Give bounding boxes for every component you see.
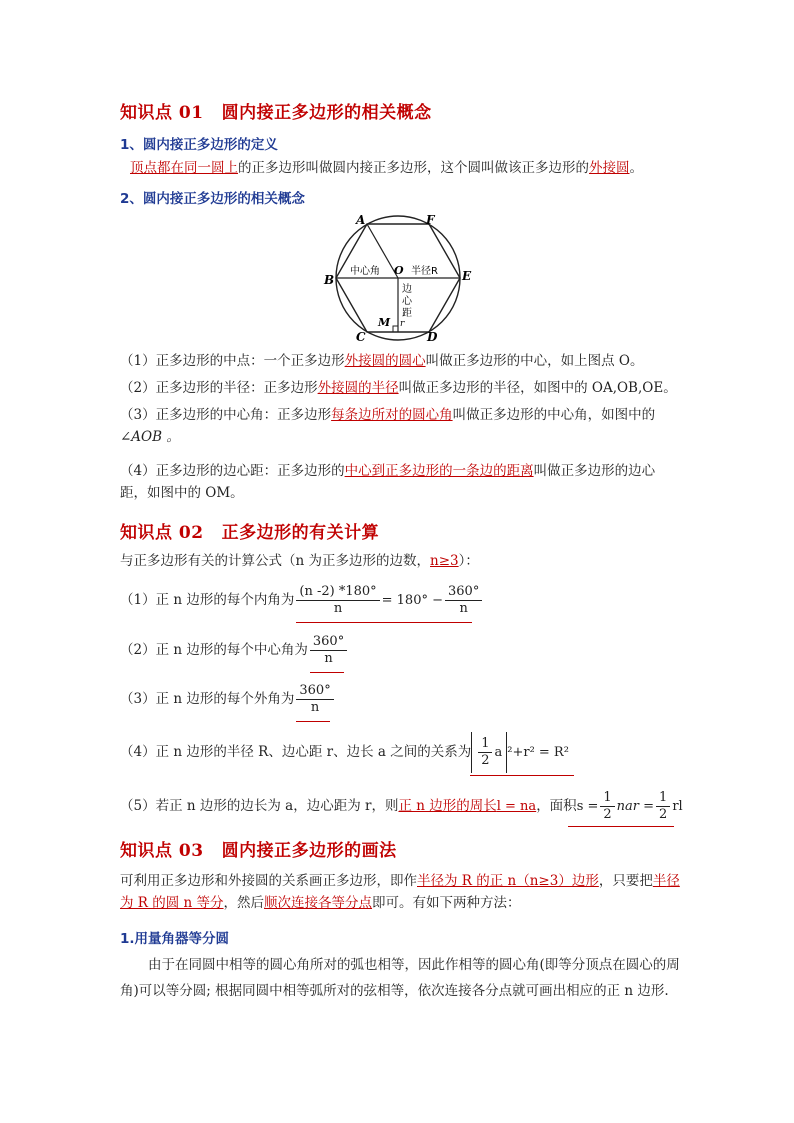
section-3-heading [120,836,397,861]
label-radius: 半径R [411,266,438,277]
formula-1-numerator-2: 360° [445,584,482,601]
label-M: M [378,316,391,329]
item-2-text-b: 叫做正多边形的半径，如图中的 OA,OB,OE。 [398,380,677,396]
item-2-underline: 外接圆的半径 [317,380,399,396]
label-C: C [356,330,366,344]
formula-2-fraction [310,634,347,667]
hexagon-diagram [320,212,480,344]
section-2-title: 正多边形的有关计算 [221,523,380,543]
definition-underline-1: 顶点都在同一圆上 [130,160,238,176]
formula-3-numerator: 360° [296,683,333,700]
p1-text-b: ，只要把 [598,873,653,889]
formula-2-denominator: n [324,651,333,666]
formula-2-label: （2）正 n 边形的每个中心角为 [120,642,308,658]
concept-item-3 [120,404,680,448]
label-E: E [462,269,472,283]
formula-4-rest: ²+r² = R² [507,745,569,760]
formula-3-fraction [296,683,333,716]
label-r: r [400,319,405,329]
formula-5-text-a: （5）若正 n 边形的边长为 a，边心距为 r，则 [120,798,399,814]
concept-item-4 [120,460,680,504]
item-3-text-a: （3）正多边形的中心角：正多边形 [120,407,332,423]
formula-2 [120,630,680,670]
formula-1-underline [296,622,472,623]
intro-text-b: ）： [458,553,479,569]
item-3-text-b: 叫做正多边形的中心角，如图中的 [452,407,656,423]
formula-3-underline [296,721,330,722]
definition-underline-2: 外接圆 [589,160,630,176]
section-2-number: 知识点 02 [120,523,204,543]
formula-1-fraction-a [296,584,379,617]
label-central-angle: 中心角 [350,266,380,277]
definition-text-2: 。 [629,160,643,176]
label-O: O [394,264,404,277]
section-1-number: 知识点 01 [120,103,204,123]
intro-underline: n≥3 [430,553,459,569]
formula-3-label: （3）正 n 边形的每个外角为 [120,691,295,707]
item-3-underline: 每条边所对的圆心角 [331,407,453,423]
formula-5-nar: nar = [616,799,655,814]
formula-1-denominator: n [333,601,343,616]
label-B: B [324,273,335,287]
subheading-protractor: 1.用量角器等分圆 [120,931,230,947]
item-4-underline: 中心到正多边形的一条边的距离 [344,463,534,479]
intro-text-a: 与正多边形有关的计算公式（n 为正多边形的边数， [120,553,430,569]
concept-item-2 [120,377,680,399]
label-apothem-3: 距 [402,308,412,319]
item-4-text-a: （4）正多边形的边心距：正多边形的 [120,463,345,479]
item-4-text-b: 叫做正多边形的边心 [533,463,656,479]
formula-1-denominator-2: n [459,601,468,616]
section-1-heading [120,98,432,123]
formula-4-numerator: 1 [478,736,492,753]
p1-text-d: 即可。有如下两种方法： [372,895,521,911]
label-F: F [426,213,435,227]
label-A: A [356,213,366,227]
formula-3 [120,679,680,719]
label-apothem-1: 边 [402,284,412,295]
item-1-text-a: （1）正多边形的中点：一个正多边形 [120,353,345,369]
formula-1-fraction-b [445,584,482,617]
p1-underline-2b: 径为 R 的圆 n 等分 [120,873,680,911]
definition-text-1: 的正多边形叫做圆内接正多边形，这个圆叫做该正多边形的 [238,160,589,176]
formula-3-denominator: n [310,700,320,715]
formula-5-denominator-2: 2 [659,807,668,822]
section-2-heading [120,518,379,543]
formula-1-numerator: (n -2) *180° [296,584,379,601]
formula-1-expression [294,580,484,621]
formula-5-fraction-a [600,790,614,823]
formula-5-numerator: 1 [600,790,614,807]
formula-1 [120,580,720,621]
formula-4-expression [471,732,569,773]
section-3-number: 知识点 03 [120,841,204,861]
formula-4 [120,732,740,773]
formula-4-underline [470,775,574,776]
section-3-title: 圆内接正多边形的画法 [221,841,397,861]
formula-4-denominator: 2 [481,753,490,768]
formula-5-area [577,786,683,827]
p1-underline-2a: 半 [652,873,667,889]
label-apothem-2: 心 [402,296,412,307]
definition-paragraph [130,157,730,179]
item-4-text-c: 距，如图中的 OM。 [120,485,244,501]
protractor-paragraph: 由于在同圆中相等的圆心角所对的弧也相等，因此作相等的圆心角(即等分顶点在圆心的周角)可以等分圆; 根据同圆中相等弧所对的弦相等，依次连接各分点就可画出相应的正 n 边形. [120,957,680,999]
formula-5-numerator-2: 1 [656,790,670,807]
formula-5-fraction-b [656,790,670,823]
formula-4-a: a [494,745,503,760]
p1-underline-1: 半径为 R 的正 n（n≥3）边形 [417,873,599,889]
item-3-text-c: ∠AOB 。 [120,429,180,445]
formula-5-underline-text: 正 n 边形的周长 [398,798,497,814]
formula-2-underline [310,672,344,673]
formula-5-text-c: ，面积 [536,798,577,814]
item-1-text-b: 叫做正多边形的中心，如上图点 O。 [425,353,644,369]
label-D: D [427,330,438,344]
formula-5-denominator: 2 [603,807,612,822]
formula-4-label: （4）正 n 边形的半径 R、边心距 r、边长 a 之间的关系为 [120,744,472,760]
formula-5-perimeter: l = na [496,799,537,814]
formula-2-numerator: 360° [310,634,347,651]
formulas-intro [120,550,680,572]
formula-1-middle: = 180° − [381,593,444,608]
formula-4-bracket [471,732,507,773]
p1-text-c: ，然后 [223,895,265,911]
item-1-underline: 外接圆的圆心 [344,353,426,369]
subheading-definition: 1、圆内接正多边形的定义 [120,137,278,153]
formula-5-s: s = [576,799,599,814]
item-2-text-a: （2）正多边形的半径：正多边形 [120,380,318,396]
p1-underline-3: 顺次连接各等分点 [264,895,373,911]
section-1-title: 圆内接正多边形的相关概念 [221,103,432,123]
formula-4-fraction [478,736,492,769]
formula-5 [120,786,740,827]
formula-5-area-underline [568,826,674,827]
concept-item-1 [120,350,680,372]
formula-1-label: （1）正 n 边形的每个内角为 [120,592,295,608]
formula-5-rl: rl [672,799,683,814]
subheading-concepts: 2、圆内接正多边形的相关概念 [120,191,305,207]
drawing-method-paragraph [120,870,690,914]
p1-text-a: 可利用正多边形和外接圆的关系画正多边形，即作 [120,873,417,889]
